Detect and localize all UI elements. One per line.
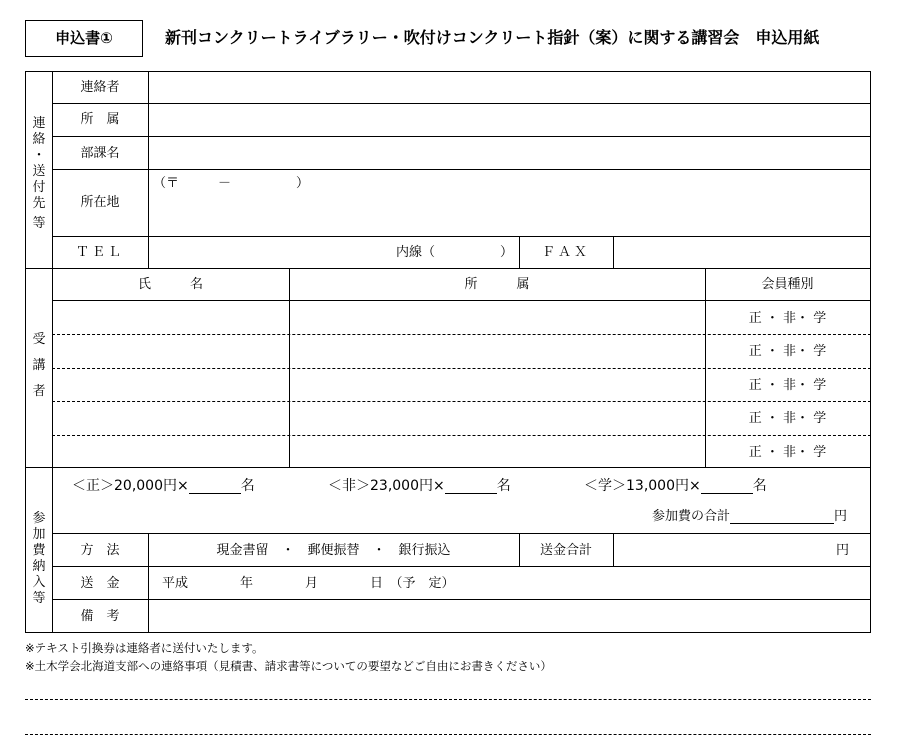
address-label: 所在地 xyxy=(80,195,120,210)
remarks-field[interactable] xyxy=(149,600,870,632)
member-type-option[interactable]: 正 ・ 非・ 学 xyxy=(748,445,827,460)
page-title: 新刊コンクリートライブラリー・吹付けコンクリート指針（案）に関する講習会 申込用紙 xyxy=(165,28,820,47)
dashed-row-line xyxy=(52,435,871,436)
side-char: 等 xyxy=(32,591,46,606)
regular-count-field[interactable] xyxy=(189,479,241,494)
side-char: 絡 xyxy=(32,132,46,147)
dashed-row-line xyxy=(52,334,871,335)
student-fee-label: ＜学＞13,000円× xyxy=(584,478,701,494)
department-label: 部課名 xyxy=(80,146,120,161)
side-char: 費 xyxy=(32,543,46,558)
side-char: ・ xyxy=(32,148,46,163)
comment-line[interactable] xyxy=(25,734,871,735)
remarks-label: 備 考 xyxy=(80,609,120,624)
section-separator xyxy=(25,467,871,468)
note-text: ※テキスト引換券は連絡者に送付いたします。 xyxy=(25,641,264,655)
total-fee-field[interactable] xyxy=(730,510,834,524)
transfer-total-yen: 円 xyxy=(836,543,850,558)
side-char: 付 xyxy=(32,180,46,195)
non-member-fee-line xyxy=(328,479,511,494)
contact-section-label xyxy=(30,116,48,232)
comment-line[interactable] xyxy=(25,699,871,700)
side-char: 先 xyxy=(32,196,46,211)
side-char: 等 xyxy=(32,216,46,231)
affiliation-label: 所 属 xyxy=(80,112,120,127)
header-row-line xyxy=(52,300,871,301)
dashed-row-line xyxy=(52,401,871,402)
row-line xyxy=(52,169,871,170)
side-char: 納 xyxy=(32,559,46,574)
side-char: 受 xyxy=(32,332,46,347)
unit-label: 名 xyxy=(752,478,767,494)
remit-label: 送 金 xyxy=(80,576,120,591)
transfer-total-label: 送金合計 xyxy=(539,543,592,558)
student-count-field[interactable] xyxy=(701,479,753,494)
contact-person-label: 連絡者 xyxy=(80,80,120,95)
affiliation-column-header: 所 属 xyxy=(464,277,530,292)
dashed-row-line xyxy=(52,368,871,369)
unit-label: 名 xyxy=(496,478,511,494)
method-label: 方 法 xyxy=(80,543,120,558)
fax-label: ＦＡＸ xyxy=(541,245,590,260)
side-char: 入 xyxy=(32,575,46,590)
payment-method-options[interactable]: 現金書留 ・ 郵便振替 ・ 銀行振込 xyxy=(216,543,451,558)
side-char: 送 xyxy=(32,164,46,179)
side-char: 者 xyxy=(32,384,46,399)
member-type-option[interactable]: 正 ・ 非・ 学 xyxy=(748,311,827,326)
unit-label: 名 xyxy=(240,478,255,494)
address-field[interactable] xyxy=(149,194,870,236)
member-type-option[interactable]: 正 ・ 非・ 学 xyxy=(748,411,827,426)
member-type-option[interactable]: 正 ・ 非・ 学 xyxy=(748,344,827,359)
regular-fee-line xyxy=(72,479,255,494)
extension-label[interactable]: 内線（ ） xyxy=(396,245,514,260)
member-type-column-header: 会員種別 xyxy=(761,277,814,292)
non-member-fee-label: ＜非＞23,000円× xyxy=(328,478,445,494)
note-text: ※土木学会北海道支部への連絡事項（見積書、請求書等についての要望などご自由にお書きください） xyxy=(25,659,552,673)
member-type-option[interactable]: 正 ・ 非・ 学 xyxy=(748,378,827,393)
transfer-total-field[interactable] xyxy=(614,534,834,566)
postal-code-field[interactable]: （〒 － ） xyxy=(153,176,310,191)
side-char: 講 xyxy=(32,358,46,373)
yen-label: 円 xyxy=(834,509,848,524)
total-fee-line xyxy=(652,510,847,524)
total-fee-label: 参加費の合計 xyxy=(652,509,731,524)
contact-person-field[interactable] xyxy=(149,72,870,103)
affiliation-field[interactable] xyxy=(149,104,870,136)
fax-field[interactable] xyxy=(614,237,870,268)
remit-date-field[interactable]: 平成 年 月 日 （予 定） xyxy=(162,576,455,591)
regular-fee-label: ＜正＞20,000円× xyxy=(72,478,189,494)
student-fee-line xyxy=(584,479,767,494)
name-column-header: 氏 名 xyxy=(137,277,203,292)
section-separator xyxy=(25,268,871,269)
attendees-section-label xyxy=(30,332,48,400)
non-member-count-field[interactable] xyxy=(445,479,497,494)
row-line xyxy=(52,566,871,567)
department-field[interactable] xyxy=(149,137,870,169)
side-char: 連 xyxy=(32,116,46,131)
form-label: 申込書① xyxy=(55,29,113,47)
tel-label: ＴＥＬ xyxy=(75,245,124,260)
side-char: 加 xyxy=(32,527,46,542)
side-char: 参 xyxy=(32,511,46,526)
fees-section-label xyxy=(30,511,48,607)
